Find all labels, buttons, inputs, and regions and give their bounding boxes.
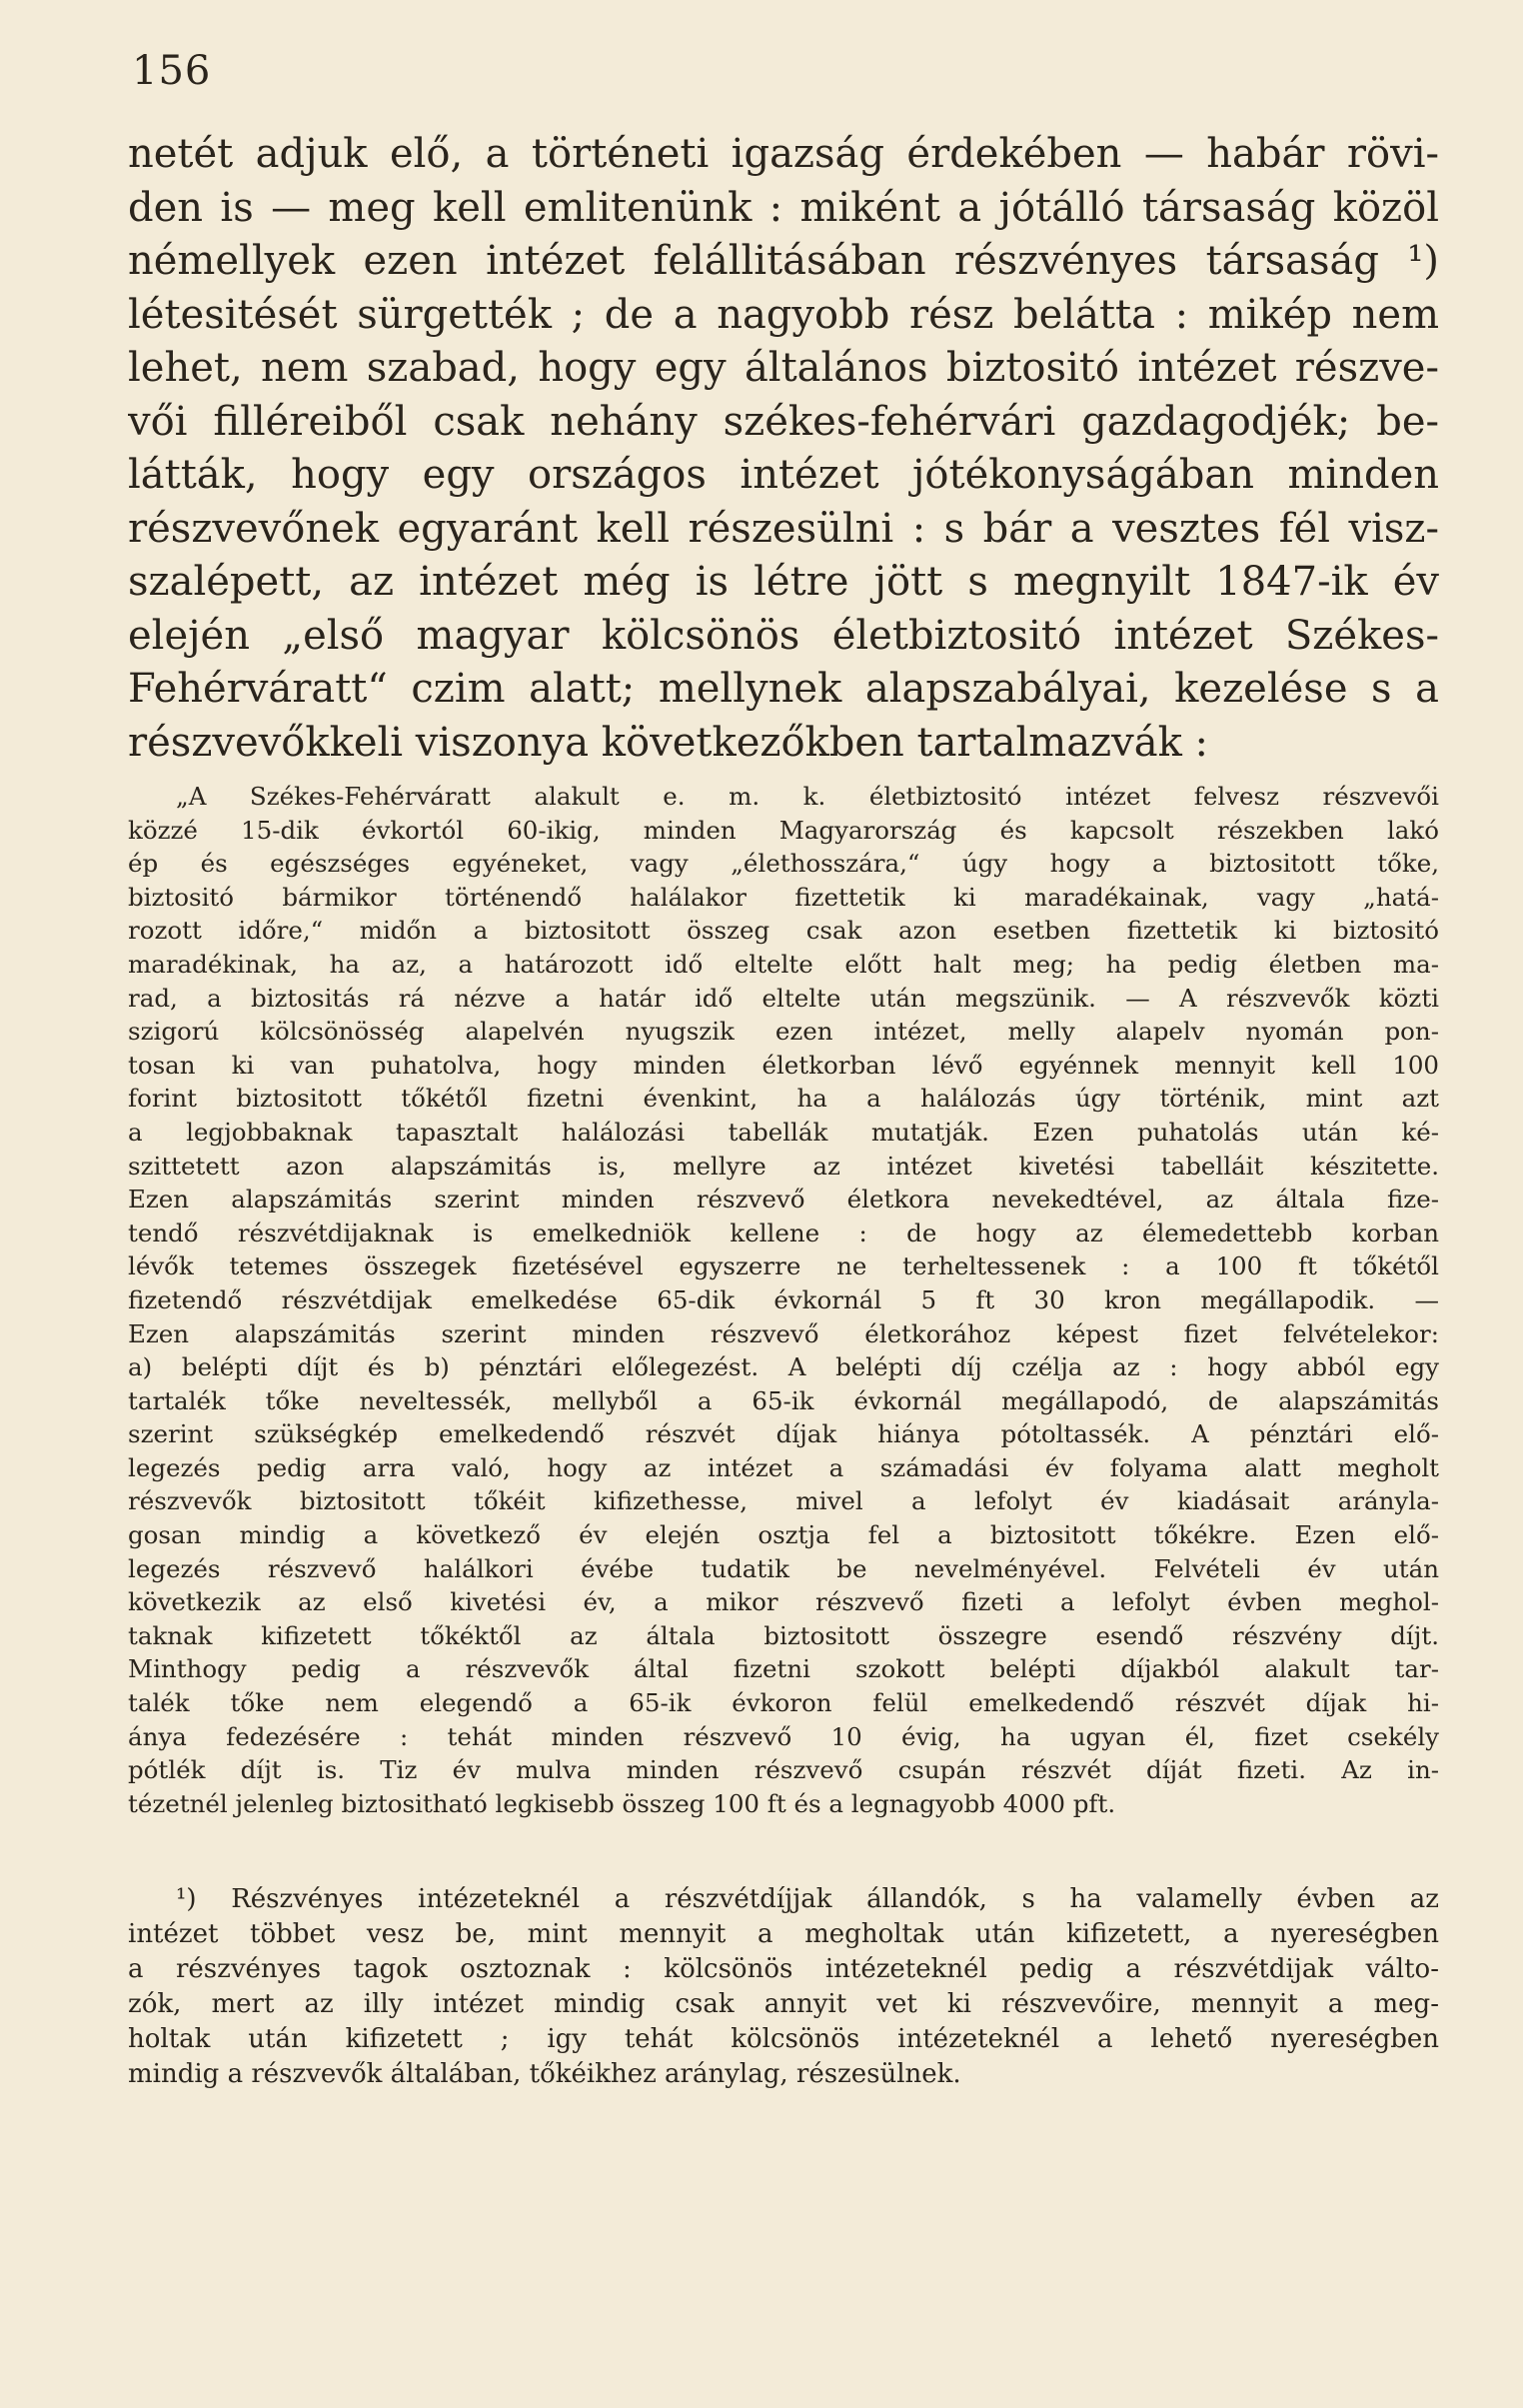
footnote-line: a részvényes tagok osztoznak : kölcsönös intézeteknél pedig a részvétdijak válto- (128, 1954, 1439, 1985)
text-line: vői filléreiből csak nehány székes-fehérvári gazdagodjék; be- (128, 398, 1439, 445)
quote-line: lévők tetemes összegek fizetésével egyszerre ne terheltessenek : a 100 ft tőkétől (128, 1251, 1439, 1281)
text-line: látták, hogy egy országos intézet jótékonyságában minden (128, 452, 1439, 498)
footnote-line: ¹) Részvényes intézeteknél a részvétdíjjak állandók, s ha valamelly évben az (176, 1884, 1439, 1915)
quote-line: legezés pedig arra való, hogy az intézet a számadási év folyama alatt megholt (128, 1452, 1439, 1482)
footnote-line: zók, mert az illy intézet mindig csak annyit vet ki részvevőire, mennyit a meg- (128, 1989, 1439, 2020)
quote-line: a) belépti díjt és b) pénztári előlegezést. A belépti díj czélja az : hogy abból egy (128, 1352, 1439, 1382)
quote-line: közzé 15-dik évkortól 60-ikig, minden Magyarország és kapcsolt részekben lakó (128, 815, 1439, 845)
quote-line: legezés részvevő halálkori évébe tudatik be nevelményével. Felvételi év után (128, 1553, 1439, 1583)
quote-line: szigorú kölcsönösség alapelvén nyugszik ezen intézet, melly alapelv nyomán pon- (128, 1017, 1439, 1047)
text-line: lehet, nem szabad, hogy egy általános biztositó intézet részve- (128, 345, 1439, 391)
quote-line: pótlék díjt is. Tiz év mulva minden részvevő csupán részvét díját fizeti. Az in- (128, 1755, 1439, 1785)
text-line: létesitését sürgették ; de a nagyobb rész belátta : mikép nem (128, 291, 1439, 338)
main-paragraph (128, 128, 1439, 770)
text-line: némellyek ezen intézet felállitásában részvényes társaság ¹) (128, 238, 1439, 284)
quote-line: talék tőke nem elegendő a 65-ik évkoron felül emelkedendő részvét díjak hi- (128, 1688, 1439, 1718)
quote-line: forint biztositott tőkétől fizetni évenkint, ha a halálozás úgy történik, mint azt (128, 1084, 1439, 1114)
quote-line: rozott időre,“ midőn a biztositott összeg csak azon esetben fizettetik ki biztositó (128, 916, 1439, 946)
text-line: részvevőkkeli viszonya következőkben tartalmazvák : (128, 719, 1208, 766)
quote-line: ánya fedezésére : tehát minden részvevő 10 évig, ha ugyan él, fizet csekély (128, 1721, 1439, 1751)
text-line: elején „első magyar kölcsönös életbiztositó intézet Székes- (128, 612, 1439, 659)
quote-line: Ezen alapszámitás szerint minden részvevő életkorához képest fizet felvételekor: (128, 1318, 1439, 1348)
quote-line: részvevők biztositott tőkéit kifizethesse, mivel a lefolyt év kiadásait arányla- (128, 1486, 1439, 1516)
quote-line: Minthogy pedig a részvevők által fizetni szokott belépti díjakból alakult tar- (128, 1654, 1439, 1684)
quote-line: tendő részvétdijaknak is emelkedniök kellene : de hogy az élemedettebb korban (128, 1217, 1439, 1247)
quote-line: Ezen alapszámitás szerint minden részvevő életkora nevekedtével, az általa fize- (128, 1185, 1439, 1214)
quote-line: tosan ki van puhatolva, hogy minden életkorban lévő egyénnek mennyit kell 100 (128, 1050, 1439, 1080)
text-block (128, 128, 1439, 2092)
quote-line: maradékinak, ha az, a határozott idő eltelte előtt halt meg; ha pedig életben ma- (128, 949, 1439, 979)
quoted-statutes (128, 780, 1439, 1820)
quote-line: tézetnél jelenleg biztositható legkisebb összeg 100 ft és a legnagyobb 4000 pft. (128, 1788, 1116, 1818)
text-line: szalépett, az intézet még is létre jött s megnyilt 1847-ik év (128, 559, 1439, 605)
footnote-line: holtak után kifizetett ; igy tehát kölcsönös intézeteknél a lehető nyereségben (128, 2024, 1439, 2055)
quote-line: fizetendő részvétdijak emelkedése 65-dik évkornál 5 ft 30 kron megállapodik. — (128, 1284, 1439, 1314)
text-line: részvevőnek egyaránt kell részesülni : s bár a vesztes fél visz- (128, 505, 1439, 552)
footnote-line: intézet többet vesz be, mint mennyit a megholtak után kifizetett, a nyereségben (128, 1919, 1439, 1950)
quote-line: tartalék tőke neveltessék, mellyből a 65-ik évkornál megállapodó, de alapszámitás (128, 1385, 1439, 1415)
text-line: den is — meg kell emlitenünk : miként a jótálló társaság közöl (128, 184, 1439, 231)
footnote (128, 1882, 1439, 2092)
quote-line: taknak kifizetett tőkéktől az általa biztositott összegre esendő részvény díjt. (128, 1620, 1439, 1650)
footnote-line: mindig a részvevők általában, tőkéikhez aránylag, részesülnek. (128, 2059, 961, 2090)
quote-line: biztositó bármikor történendő halálakor fizettetik ki maradékainak, vagy „hatá- (128, 882, 1439, 912)
quote-line: a legjobbaknak tapasztalt halálozási tabellák mutatják. Ezen puhatolás után ké- (128, 1117, 1439, 1147)
quote-line: szerint szükségkép emelkedendő részvét díjak hiánya pótoltassék. A pénztári elő- (128, 1419, 1439, 1449)
quote-line: következik az első kivetési év, a mikor részvevő fizeti a lefolyt évben meghol- (128, 1587, 1439, 1617)
text-line: netét adjuk elő, a történeti igazság érdekében — habár rövi- (128, 131, 1439, 177)
quote-line: ép és egészséges egyéneket, vagy „élethosszára,“ úgy hogy a biztositott tőke, (128, 849, 1439, 879)
quote-line: szittetett azon alapszámitás is, mellyre az intézet kivetési tabelláit készitette. (128, 1151, 1439, 1181)
page-number: 156 (132, 48, 212, 94)
quote-line: rad, a biztositás rá nézve a határ idő eltelte után megszünik. — A részvevők közti (128, 983, 1439, 1013)
quote-line: gosan mindig a következő év elején osztja fel a biztositott tőkékre. Ezen elő- (128, 1520, 1439, 1550)
text-line: Fehérváratt“ czim alatt; mellynek alapszabályai, kezelése s a (128, 666, 1439, 712)
quote-line: „A Székes-Fehérváratt alakult e. m. k. életbiztositó intézet felvesz részvevői (176, 782, 1439, 811)
